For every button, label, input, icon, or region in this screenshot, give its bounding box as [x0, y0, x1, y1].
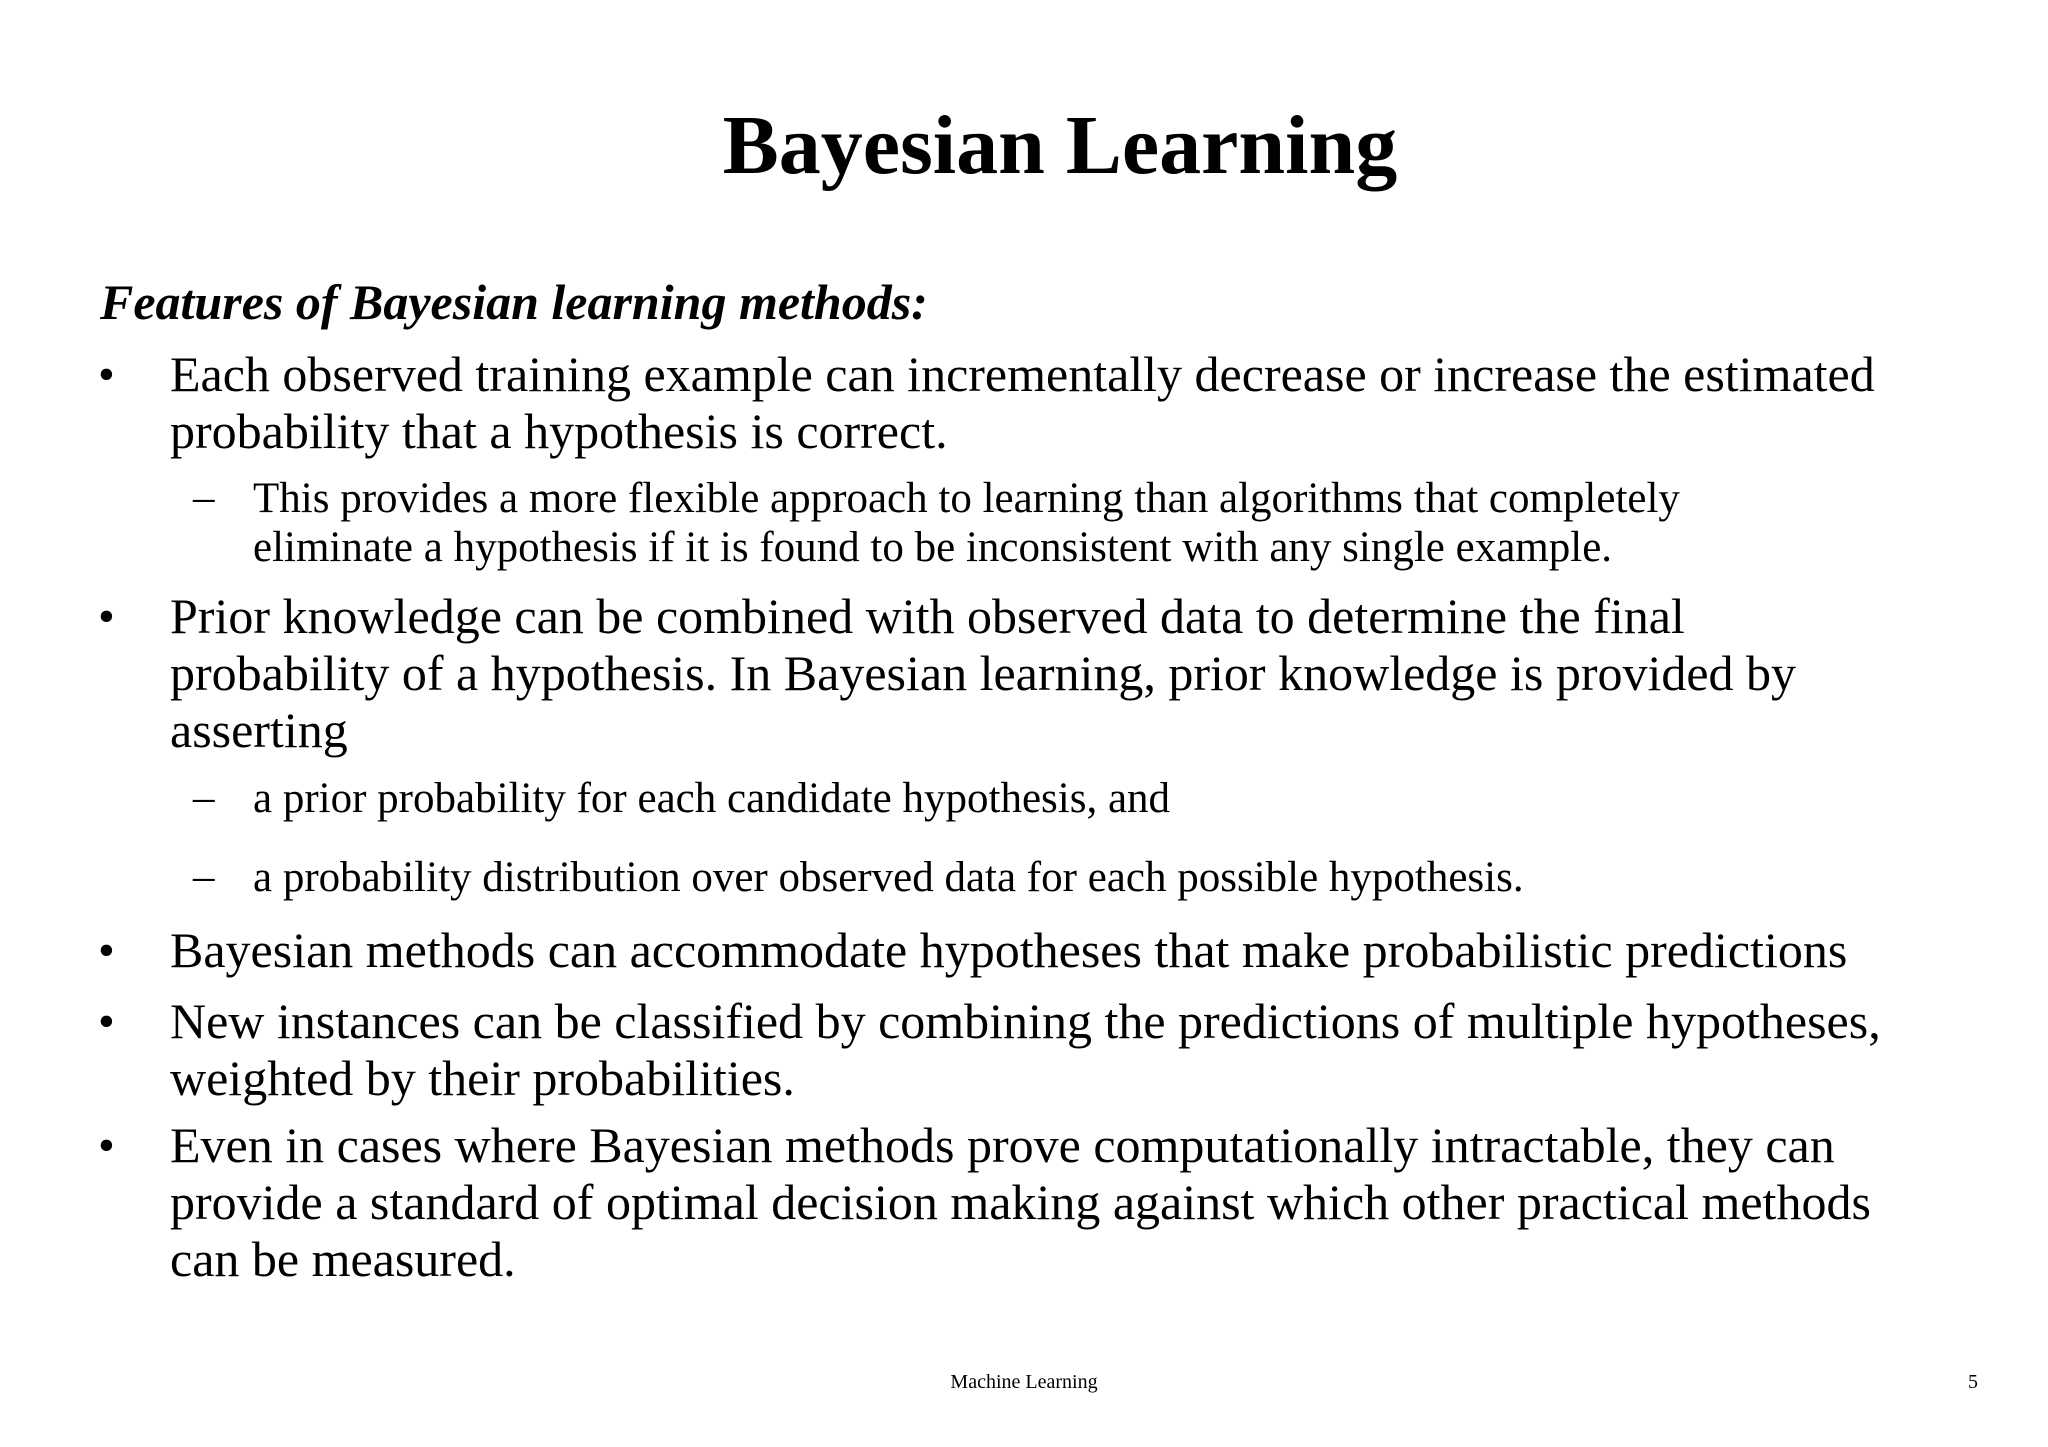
- bullet-line: Prior knowledge can be combined with observed data to determine the final: [170, 588, 1685, 644]
- sub-text: [253, 853, 1953, 902]
- bullet-marker: •: [98, 348, 115, 401]
- sub-marker: –: [193, 853, 215, 900]
- bullet-line: New instances can be classified by combining the predictions of multiple hypotheses,: [170, 993, 1881, 1049]
- bullet-line: Each observed training example can incrementally decrease or increase the estimated: [170, 346, 1875, 402]
- sub-line: a prior probability for each candidate hypothesis, and: [253, 775, 1171, 822]
- bullet-marker: •: [98, 1119, 115, 1172]
- slide-title: Bayesian Learning: [722, 99, 1398, 192]
- bullet-marker: •: [98, 924, 115, 977]
- section-subheading: Features of Bayesian learning methods:: [100, 274, 928, 330]
- bullet-line: weighted by their probabilities.: [170, 1050, 795, 1106]
- sub-text: [253, 774, 1953, 823]
- bullet-text: [170, 346, 2000, 460]
- sub-text: [253, 474, 1953, 572]
- sub-line: eliminate a hypothesis if it is found to be inconsistent with any single example.: [253, 524, 1613, 571]
- bullet-marker: •: [98, 590, 115, 643]
- footer-course-title: Machine Learning: [950, 1371, 1098, 1393]
- bullet-line: Even in cases where Bayesian methods prove computationally intractable, they can: [170, 1117, 1835, 1173]
- bullet-marker: •: [98, 995, 115, 1048]
- bullet-line: Bayesian methods can accommodate hypotheses that make probabilistic predictions: [170, 922, 1848, 978]
- bullet-line: probability of a hypothesis. In Bayesian learning, prior knowledge is provided by: [170, 645, 1797, 701]
- bullet-line: can be measured.: [170, 1231, 516, 1287]
- bullet-line: provide a standard of optimal decision making against which other practical methods: [170, 1174, 1871, 1230]
- bullet-text: [170, 922, 2000, 979]
- bullet-text: [170, 993, 2000, 1107]
- bullet-line: asserting: [170, 702, 348, 758]
- sub-marker: –: [193, 474, 215, 521]
- sub-line: a probability distribution over observed data for each possible hypothesis.: [253, 854, 1524, 901]
- bullet-line: probability that a hypothesis is correct.: [170, 403, 948, 459]
- bullet-text: [170, 588, 2000, 759]
- page-number: 5: [1968, 1371, 1978, 1393]
- sub-marker: –: [193, 774, 215, 821]
- bullet-text: [170, 1117, 2000, 1288]
- sub-line: This provides a more flexible approach to learning than algorithms that completely: [253, 475, 1680, 522]
